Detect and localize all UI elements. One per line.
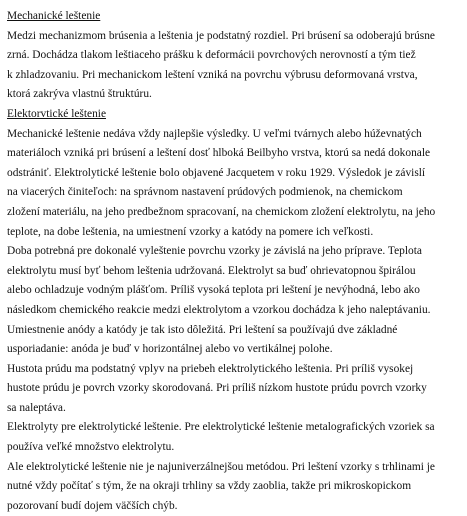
text-line: zložení materiálu, na jeho predbežnom spracovaní, na chemickom zložení elektrolytu, na jeho xyxy=(7,205,436,218)
text-line: alebo ochladzuje vodným plášťom. Príliš vysoká teplota pri leštení je nevýhodná, lebo ako xyxy=(7,284,420,297)
text-line: Mechanické leštenie nedáva vždy najlepšie výsledky. U veľmi tvárnych alebo húževnatých xyxy=(7,127,422,140)
text-line: zrná. Dochádza tlakom leštiaceho prášku k deformácii povrchových nerovností a tým tiež xyxy=(7,49,416,62)
text-line: následkom chemického reakcie medzi elektrolytom a vzorkou dochádza k jeho naleptávaniu. xyxy=(7,303,431,316)
text-line: Ale elektrolytické leštenie nie je najuniverzálnejšou metódou. Pri leštení vzorky s trhlinami je xyxy=(7,460,435,473)
text-line: na viacerých činiteľoch: na správnom nastavení prúdových podmienok, na chemickom xyxy=(7,186,403,199)
text-line: ktorá zakrýva vlastnú štruktúru. xyxy=(7,88,152,101)
text-line: Medzi mechanizmom brúsenia a leštenia je podstatný rozdiel. Pri brúsení sa odoberajú brúsne xyxy=(7,29,435,42)
text-line: k zhladzovaniu. Pri mechanickom leštení vzniká na povrchu výbrusu deformovaná vrstva, xyxy=(7,68,418,81)
paragraph-limitations xyxy=(7,458,462,516)
paragraph-electrode-placement xyxy=(7,321,462,360)
paragraph-electrolytes xyxy=(7,418,462,457)
text-line: Doba potrebná pre dokonalé vyleštenie povrchu vzorky je závislá na jeho príprave. Teplota xyxy=(7,245,422,258)
text-line: pozorovaní budí dojem väčších chýb. xyxy=(7,499,178,512)
text-line: odstrániť. Elektrolytické leštenie bolo objavené Jacquetem v roku 1929. Výsledok je závislí xyxy=(7,166,426,179)
paragraph-current-density xyxy=(7,360,462,419)
paragraph-electrolytic-intro xyxy=(7,125,462,243)
text-line: hustote prúdu je povrch vzorky skorodovaná. Pri príliš nízkom hustote prúdu povrch vzorky xyxy=(7,382,427,395)
section-heading-electrolytic: Elektorvtické leštenie xyxy=(7,107,106,120)
text-line: materiáloch vzniká pri brúsení a leštení dosť hlboká Beilbyho vrstva, ktorú sa nedá dokonale xyxy=(7,147,431,160)
text-line: elektrolytu musí byť behom leštenia udržovaná. Elektrolyt sa buď ohrievatopnou špirálou xyxy=(7,264,416,277)
text-line: Umiestnenie anódy a katódy je tak isto dôležitá. Pri leštení sa používajú dve základné xyxy=(7,323,398,336)
paragraph-polishing-time xyxy=(7,242,462,320)
text-line: usporiadanie: anóda je buď v horizontálnej alebo vo vertikálnej polohe. xyxy=(7,343,333,356)
section-heading-mechanical: Mechanické leštenie xyxy=(7,10,101,22)
text-line: používa veľké množstvo elektrolytu. xyxy=(7,441,175,454)
text-line: teplote, na dobe leštenia, na umiestnení vzorky a katódy na pomere ich veľkosti. xyxy=(7,225,374,238)
text-line: nutné vždy počítať s tým, že na okraji trhliny sa vždy zaoblia, takže pri mikroskopickom xyxy=(7,480,412,493)
text-line: sa naleptáva. xyxy=(7,401,66,414)
text-line: Elektrolyty pre elektrolytické leštenie. Pre elektrolytické leštenie metalografických vzoriek sa xyxy=(7,421,435,434)
text-line: Hustota prúdu ma podstatný vplyv na priebeh elektrolytického leštenia. Pri príliš vysokej xyxy=(7,362,414,375)
document-body xyxy=(7,7,462,516)
paragraph-mechanical xyxy=(7,27,462,105)
